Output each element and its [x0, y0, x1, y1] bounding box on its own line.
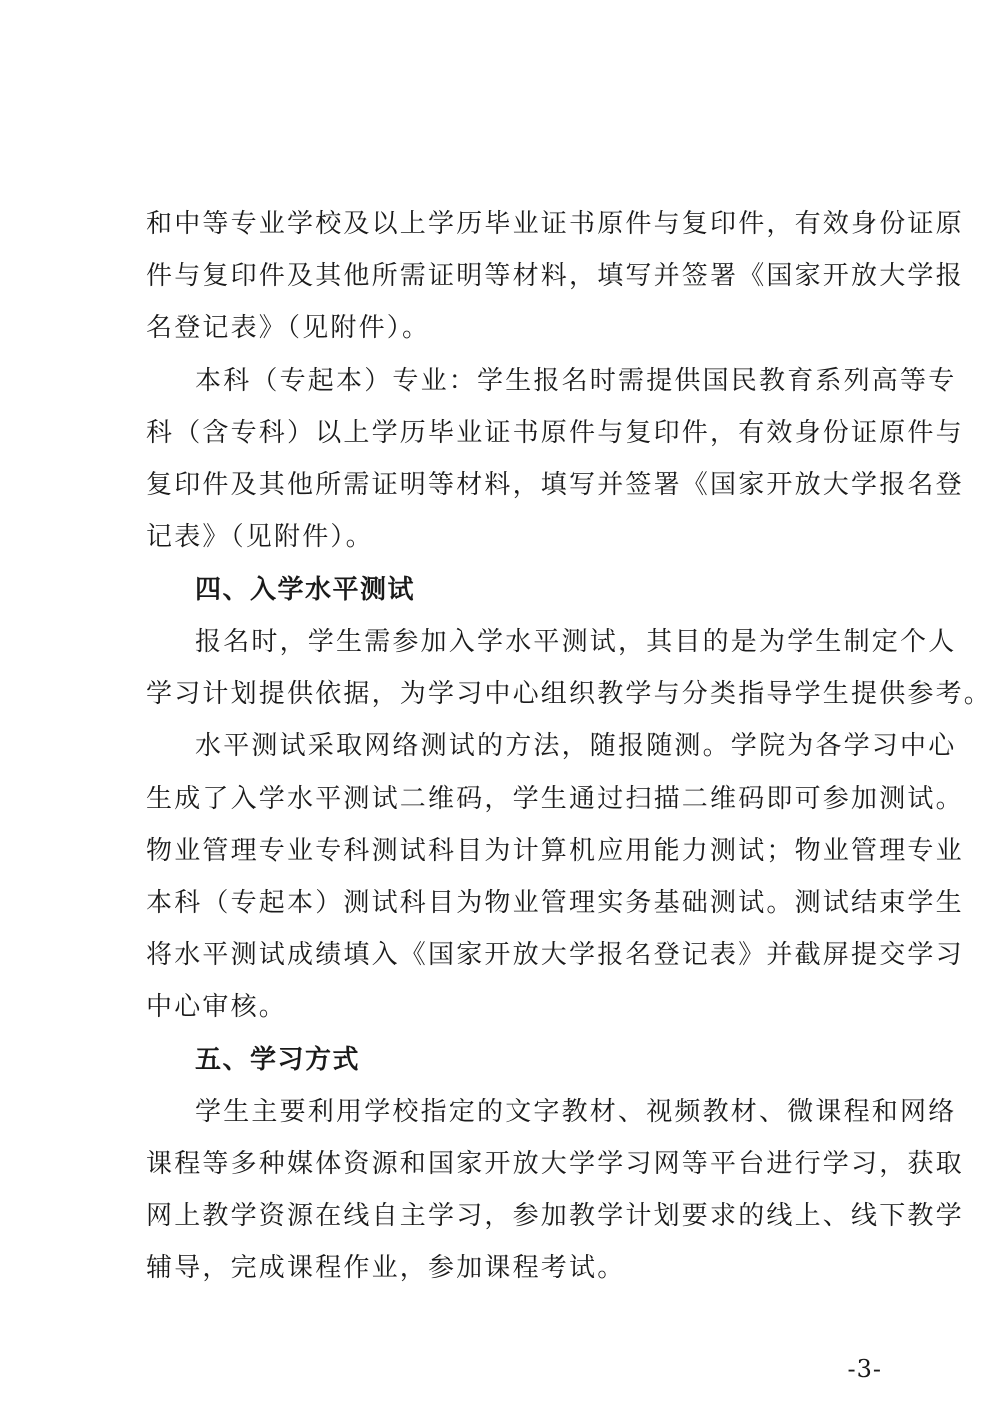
- section-heading-4: 四、入学水平测试: [195, 575, 416, 605]
- paragraph-line: 课程等多种媒体资源和国家开放大学学习网等平台进行学习，获取: [146, 1149, 964, 1179]
- paragraph-line: 学习计划提供依据，为学习中心组织教学与分类指导学生提供参考。: [146, 679, 992, 709]
- paragraph-line: 生成了入学水平测试二维码，学生通过扫描二维码即可参加测试。: [146, 784, 964, 814]
- paragraph-line: 水平测试采取网络测试的方法，随报随测。学院为各学习中心: [195, 731, 957, 761]
- paragraph-line: 科（含专科）以上学历毕业证书原件与复印件，有效身份证原件与: [146, 418, 964, 448]
- paragraph-line: 记表》（见附件）。: [146, 522, 374, 552]
- paragraph-line: 和中等专业学校及以上学历毕业证书原件与复印件，有效身份证原: [146, 209, 964, 239]
- paragraph-line: 本科（专起本）专业：学生报名时需提供国民教育系列高等专: [195, 366, 957, 396]
- paragraph-line: 将水平测试成绩填入《国家开放大学报名登记表》并截屏提交学习: [146, 940, 964, 970]
- paragraph-line: 中心审核。: [146, 992, 288, 1022]
- paragraph-line: 学生主要利用学校指定的文字教材、视频教材、微课程和网络: [195, 1097, 957, 1127]
- paragraph-line: 网上教学资源在线自主学习，参加教学计划要求的线上、线下教学: [146, 1201, 964, 1231]
- page-number: -3-: [847, 1355, 882, 1383]
- paragraph-line: 名登记表》（见附件）。: [146, 313, 431, 343]
- paragraph-line: 辅导，完成课程作业，参加课程考试。: [146, 1253, 626, 1283]
- paragraph-line: 报名时，学生需参加入学水平测试，其目的是为学生制定个人: [195, 627, 957, 657]
- paragraph-line: 复印件及其他所需证明等材料，填写并签署《国家开放大学报名登: [146, 470, 964, 500]
- paragraph-line: 物业管理专业专科测试科目为计算机应用能力测试；物业管理专业: [146, 836, 964, 866]
- paragraph-line: 本科（专起本）测试科目为物业管理实务基础测试。测试结束学生: [146, 888, 964, 918]
- section-heading-5: 五、学习方式: [195, 1045, 361, 1075]
- paragraph-line: 件与复印件及其他所需证明等材料，填写并签署《国家开放大学报: [146, 261, 964, 291]
